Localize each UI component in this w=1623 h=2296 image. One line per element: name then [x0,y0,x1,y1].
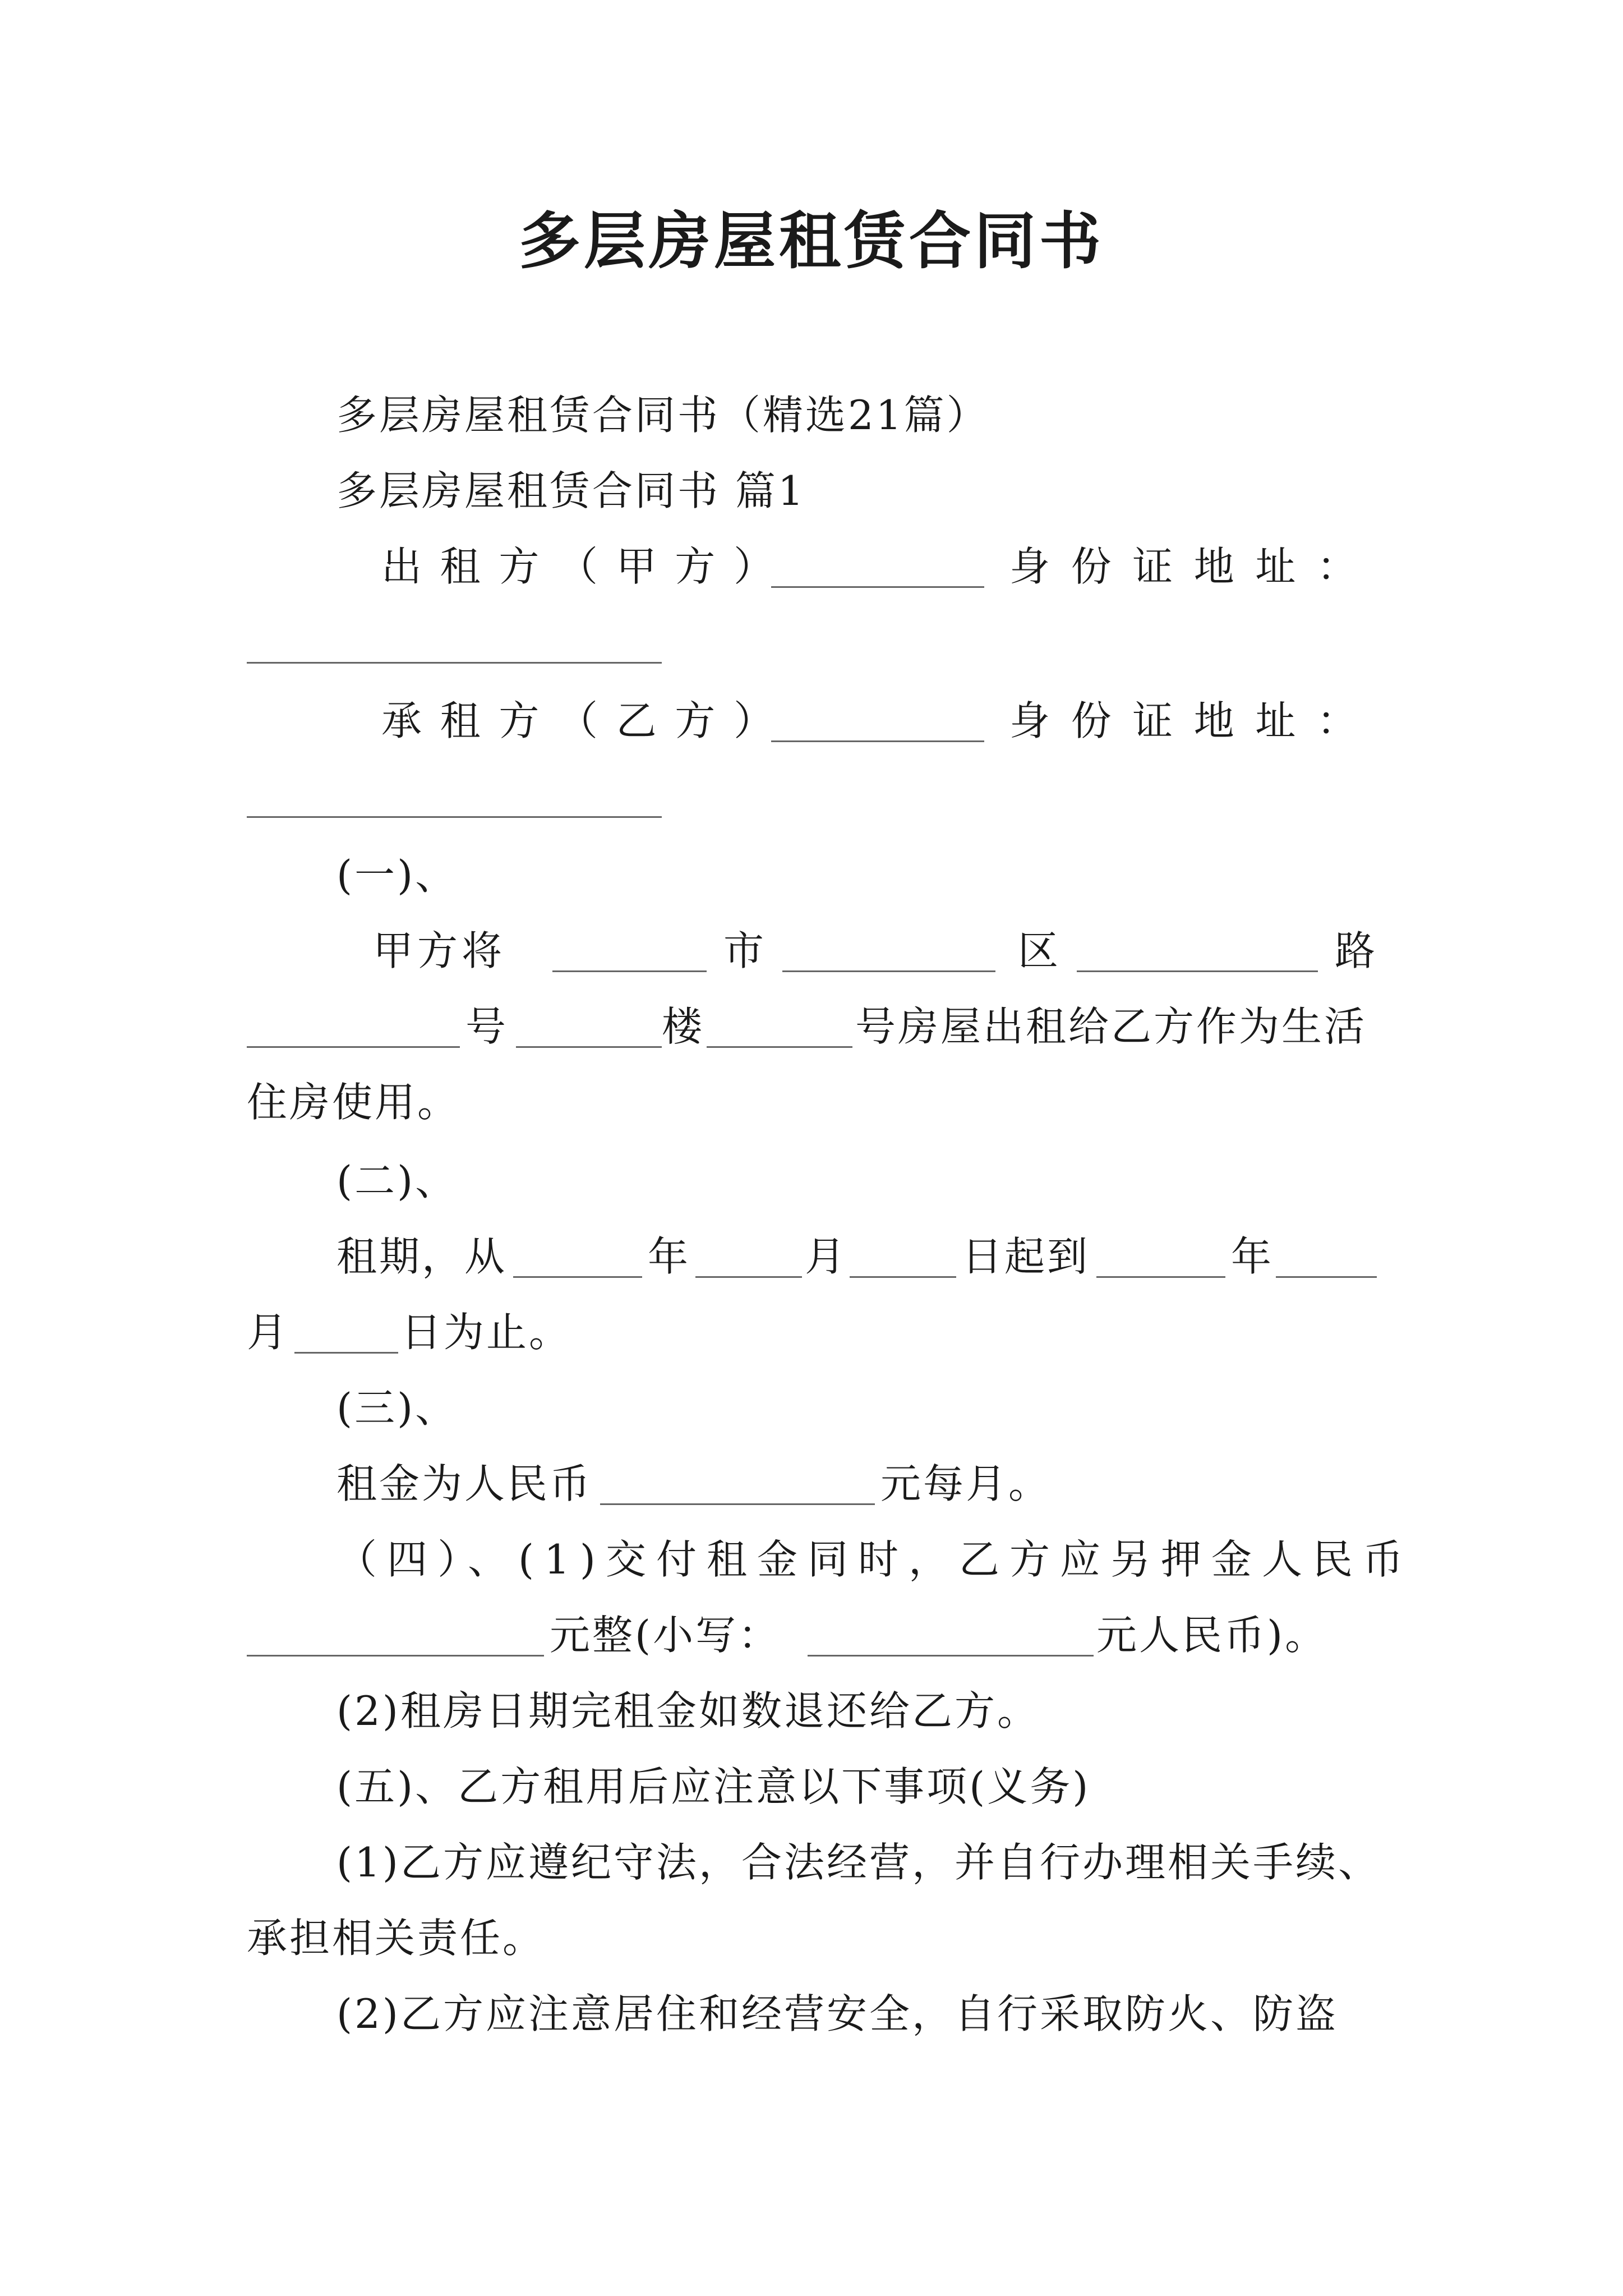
subtitle: 多层房屋租赁合同书（精选21篇） [336,392,989,439]
rent-label: 租金为人民币 [336,1460,593,1507]
room-blank [707,1046,852,1048]
deposit-amount-blank [247,1655,544,1657]
building-blank [516,1046,662,1048]
term-from-label: 租期，从 [336,1233,508,1280]
road-blank [1077,970,1318,972]
lessor-label: 出 租 方 （ 甲 方 ） [381,543,774,590]
section-5-heading: (五)、乙方租用后应注意以下事项(义务) [336,1763,1091,1810]
start-year-label: 年 [648,1233,691,1280]
district-label: 区 [1018,927,1061,974]
section-5-item-2-a: (2)乙方应注意居住和经营安全，自行采取防火、防盗 [336,1990,1338,2037]
lessee-id-address-label: 身 份 证 地 址 ： [1009,697,1357,744]
lessor-name-blank [771,586,984,588]
section-1-line-a-start: 甲 方 将 [373,927,502,974]
number-label: 号 [465,1003,509,1050]
deposit-unit: 元人民币)。 [1096,1612,1328,1659]
end-year-label: 年 [1231,1233,1274,1280]
city-blank [552,970,707,972]
deposit-small-blank [808,1655,1094,1657]
start-month-label: 月 [805,1233,848,1280]
start-day-to-label: 日起到 [962,1233,1090,1280]
start-day-blank [850,1276,956,1278]
lessor-id-address-label: 身 份 证 地 址 ： [1009,543,1357,590]
road-label: 路 [1335,927,1378,974]
section-5-item-1-a: (1)乙方应遵纪守法，合法经营，并自行办理相关手续、 [336,1839,1381,1886]
end-day-blank [294,1352,398,1354]
end-day-label: 日为止。 [401,1309,572,1356]
section-5-item-1-b: 承担相关责任。 [247,1915,546,1962]
section-3-heading: (三)、 [336,1384,458,1432]
deposit-label: 元整(小写： [550,1612,781,1659]
section-1-heading: (一)、 [336,852,458,899]
lessee-name-blank [771,740,984,742]
end-month-blank [1276,1276,1377,1278]
lessee-address-blank [247,816,662,818]
document-title: 多层房屋租赁合同书 [519,205,1104,277]
rent-amount-blank [600,1503,875,1505]
lessee-label: 承 租 方 （ 乙 方 ） [381,697,774,744]
district-blank [782,970,995,972]
section-4-line-c: (2)租房日期完租金如数退还给乙方。 [336,1687,1040,1734]
end-month-label: 月 [247,1309,290,1356]
chapter-heading: 多层房屋租赁合同书 篇1 [336,467,806,514]
section-4-line-a: （四）、(1)交付租金同时，乙方应另押金人民币 [336,1536,1413,1583]
number-blank [247,1046,460,1048]
city-label: 市 [723,927,767,974]
start-month-blank [695,1276,802,1278]
end-year-blank [1096,1276,1225,1278]
lessor-address-blank [247,662,662,664]
building-label: 楼 [662,1003,705,1050]
rent-unit: 元每月。 [880,1460,1052,1507]
section-2-heading: (二)、 [336,1157,458,1204]
section-1-line-c: 住房使用。 [247,1079,460,1126]
start-year-blank [513,1276,642,1278]
section-1-line-b-end: 号房屋出租给乙方作为生活 [855,1003,1367,1050]
